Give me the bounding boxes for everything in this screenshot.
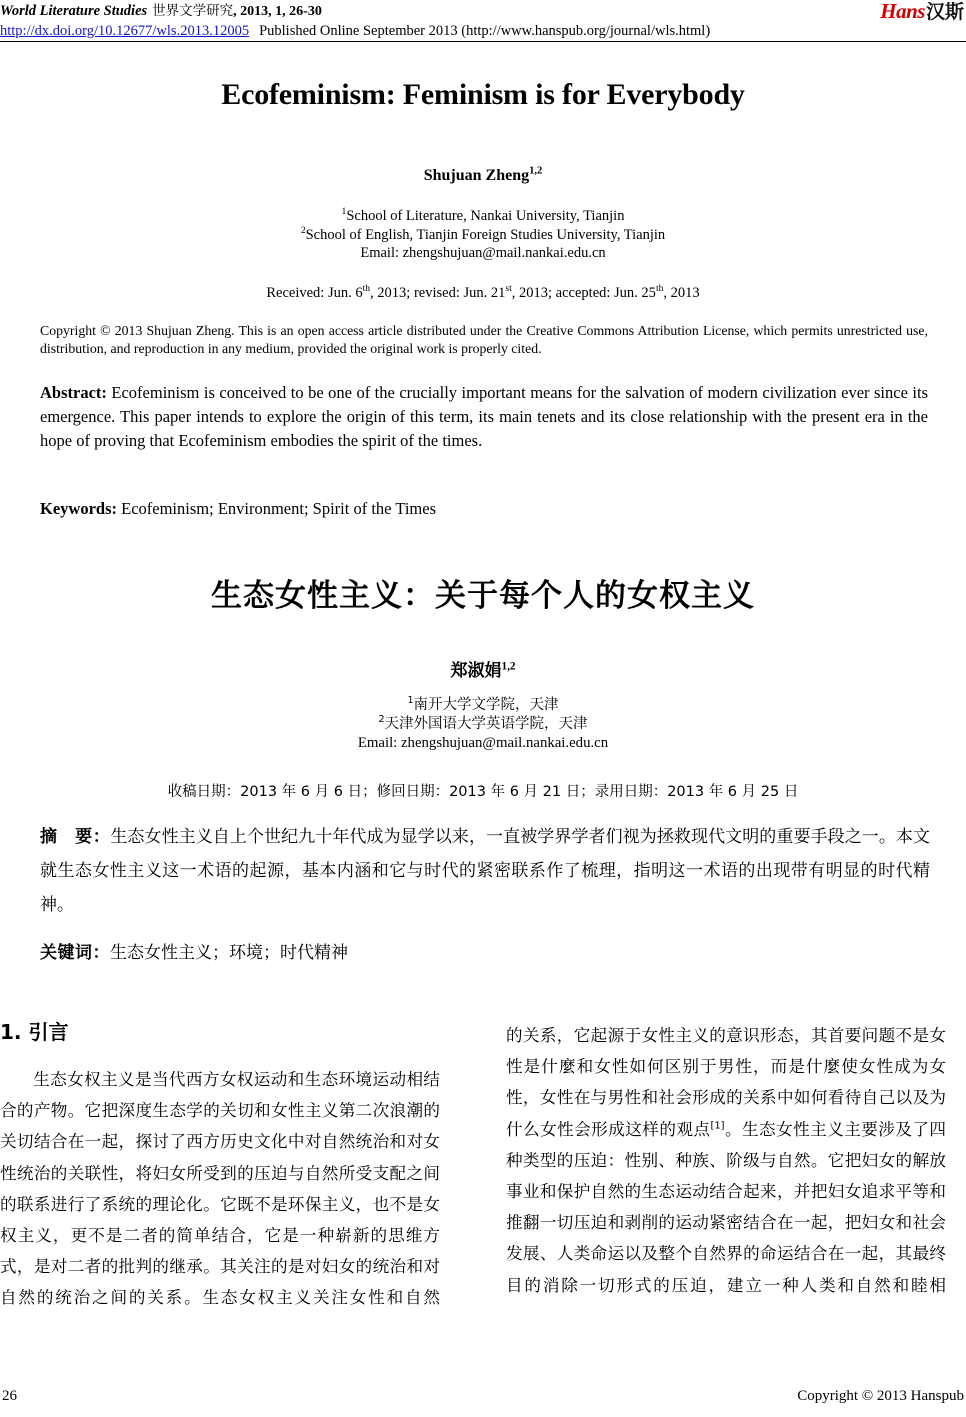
author-affiliation-marker-en: 1,2 — [529, 165, 543, 177]
logo-chinese-text: 汉斯 — [925, 1, 964, 23]
affiliation-marker-2-cn: 2 — [378, 714, 385, 726]
running-header — [0, 0, 966, 41]
affiliation-line-1-cn — [0, 696, 966, 715]
body-right-text-part2: 。生态女性主义主要涉及了四种类型的压迫：性别、种族、阶级与自然。它把妇女的解放事业和保护自然的生态运动结合起来，并把妇女追求平等和推翻一切压迫和剥削的运动紧密结合在一起，把妇女和社会发展、人类命运以及整个自然界的命运结合在一起，其最终目的消除一切形式的压迫，建立一种人类和自然和睦相 — [506, 1119, 946, 1295]
received-ordinal: th — [362, 283, 371, 295]
affiliation-line-2-cn — [0, 715, 966, 734]
published-online-note: Published Online September 2013 (http://www.hanspub.org/journal/wls.html) — [259, 23, 711, 39]
received-label: Received: Jun. 6 — [266, 285, 363, 301]
logo-latin-text: Hans — [880, 0, 925, 23]
keywords-text-cn: 生态女性主义；环境；时代精神 — [110, 943, 348, 963]
journal-title-en: World Literature Studies — [0, 3, 148, 19]
header-divider — [0, 41, 966, 42]
copyright-license-note: Copyright © 2013 Shujuan Zheng. This is an open access article distributed under the Creative Commons Attribution License, which permits unrestricted use, distribution, and reproduction in any medium, provided the original work is properly cited. — [40, 323, 928, 356]
author-email-cn: Email: zhengshujuan@mail.nankai.edu.cn — [357, 735, 609, 751]
abstract-en — [40, 381, 928, 453]
revised-label: , 2013; revised: Jun. 21 — [370, 285, 506, 301]
affiliation-line-2-en — [0, 226, 966, 245]
author-name-en: Shujuan Zheng — [423, 167, 530, 184]
author-line-cn — [0, 656, 966, 681]
journal-citation: , 2013, 1, 26-30 — [233, 4, 322, 19]
dates-tail: , 2013 — [663, 285, 700, 301]
affiliation-text-2-cn: 天津外国语大学英语学院，天津 — [384, 716, 588, 732]
body-column-left — [0, 1064, 440, 1364]
affiliation-text-1-en: School of Literature, Nankai University, Tianjin — [346, 208, 625, 224]
journal-title-cn: 世界文学研究 — [152, 3, 234, 19]
affiliation-marker-2-en: 2 — [300, 224, 306, 236]
body-paragraph-right — [506, 1020, 946, 1301]
abstract-label-en: Abstract: — [40, 383, 107, 402]
affiliation-text-2-en: School of English, Tianjin Foreign Studies University, Tianjin — [305, 226, 666, 243]
section-number: 1. — [0, 1020, 22, 1044]
revised-ordinal: st — [505, 283, 512, 295]
abstract-text-cn: 生态女性主义自上个世纪九十年代成为显学以来，一直被学界学者们视为拯救现代文明的重要手段之一。本文就生态女性主义这一术语的起源，基本内涵和它与时代的紧密联系作了梳理，指明这一术语的出现带有明显的时代精神。 — [40, 827, 931, 915]
footer-page-number: 26 — [2, 1388, 17, 1404]
doi-link[interactable]: http://dx.doi.org/10.12677/wls.2013.12005 — [0, 23, 250, 39]
submission-dates-en — [0, 285, 966, 302]
keywords-text-en: Ecofeminism; Environment; Spirit of the Times — [117, 499, 436, 518]
accepted-label: , 2013; accepted: Jun. 25 — [511, 285, 656, 301]
footer-copyright: Copyright © 2013 Hanspub — [797, 1388, 964, 1404]
abstract-label-cn: 摘 要： — [40, 827, 111, 847]
author-affiliation-marker-cn: 1,2 — [501, 660, 516, 673]
citation-reference-1: [1] — [710, 1120, 725, 1132]
section-heading-introduction — [0, 1016, 68, 1045]
page-footer — [0, 1385, 966, 1407]
section-title: 引言 — [28, 1020, 69, 1044]
accepted-ordinal: th — [655, 283, 664, 295]
keywords-en — [40, 497, 928, 521]
masthead-citation-line — [0, 2, 966, 21]
abstract-text-en: Ecofeminism is conceived to be one of the crucially important means for the salvation of modern civilization ever since its emergence. This paper intends to explore the origin of this term, its main tenets and its close relationship with the present era in the hope of proving that Ecofeminism embodies the spirit of the times. — [40, 383, 928, 450]
affiliation-block-cn — [0, 696, 966, 753]
page-title-en: Ecofeminism: Feminism is for Everybody — [221, 78, 745, 111]
affiliation-marker-1-en: 1 — [341, 206, 347, 218]
abstract-cn — [40, 820, 930, 922]
masthead-doi-line — [0, 21, 966, 41]
hanspub-logo — [880, 0, 964, 25]
body-paragraph-left: 生态女权主义是当代西方女权运动和生态环境运动相结合的产物。它把深度生态学的关切和女性主义第二次浪潮的关切结合在一起，探讨了西方历史文化中对自然统治和对女性统治的关联性，将妇女所受到的压迫与自然所受支配之间的联系进行了系统的理论化。它既不是环保主义，也不是女权主义，更不是二者的简单结合，它是一种崭新的思维方式，是对二者的批判的继承。其关注的是对妇女的统治和对自然的统治之间的关系。生态女权主义关注女性和自然 — [0, 1070, 440, 1308]
author-line-en — [0, 167, 966, 185]
submission-dates-cn: 收稿日期：2013 年 6 月 6 日；修回日期：2013 年 6 月 21 日；录用日期：2013 年 6 月 25 日 — [167, 784, 799, 800]
author-email-en: Email: zhengshujuan@mail.nankai.edu.cn — [360, 245, 606, 261]
affiliation-block-en — [0, 207, 966, 263]
keywords-label-cn: 关键词： — [40, 943, 110, 963]
affiliation-marker-1-cn: 1 — [407, 695, 414, 707]
keywords-cn — [40, 938, 930, 968]
affiliation-text-1-cn: 南开大学文学院，天津 — [413, 697, 559, 713]
author-name-cn: 郑淑娟 — [450, 661, 502, 681]
page-title-cn: 生态女性主义：关于每个人的女权主义 — [211, 578, 755, 614]
affiliation-line-1-en — [0, 207, 966, 226]
body-right-text-part1: 的关系，它起源于女性主义的意识形态，其首要问题不是女性是什麼和女性如何区别于男性，而是什麼使女性成为女性，女性在与男性和社会形成的关系中如何看待自己以及为什么女性会形成这样的观点 — [506, 1026, 946, 1139]
keywords-label-en: Keywords: — [40, 499, 117, 518]
body-column-right — [506, 1020, 946, 1365]
